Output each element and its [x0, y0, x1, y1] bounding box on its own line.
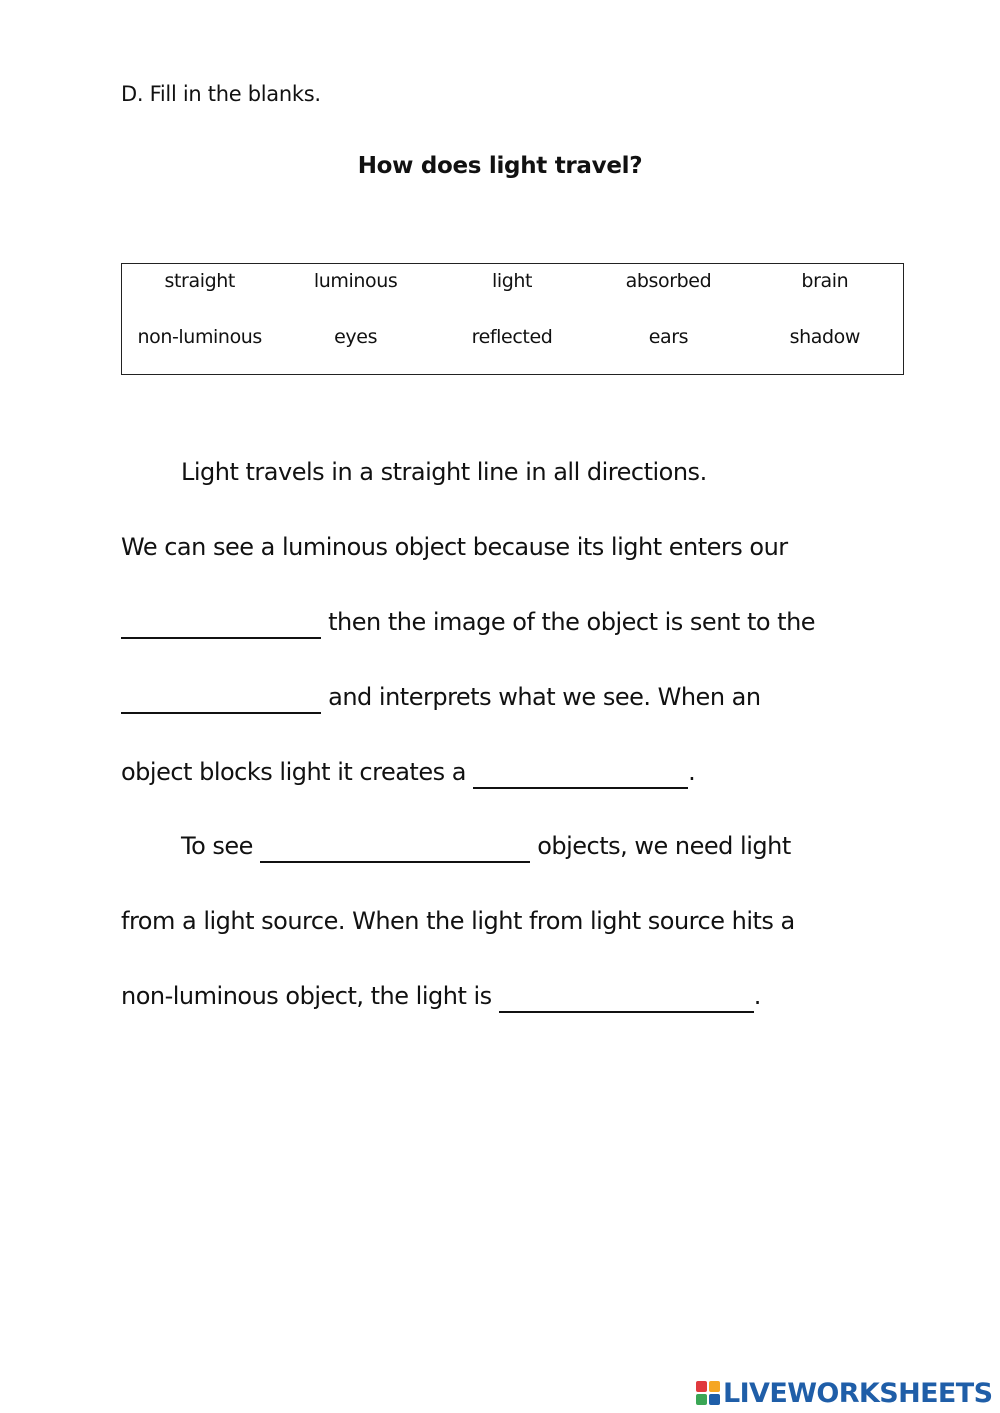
- logo-square: [696, 1394, 707, 1405]
- liveworksheets-logo: [696, 1376, 992, 1410]
- paragraph-line-2: We can see a luminous object because its light enters our: [121, 533, 788, 561]
- paragraph-line-6: [181, 830, 791, 863]
- blank-input-shadow[interactable]: [473, 765, 688, 789]
- blank-input-eyes[interactable]: [121, 615, 321, 639]
- instruction-text: D. Fill in the blanks.: [121, 82, 321, 106]
- paragraph-line-3: [121, 606, 815, 639]
- word-bank-word: luminous: [313, 270, 398, 292]
- logo-square: [709, 1394, 720, 1405]
- logo-text: LIVEWORKSHEETS: [723, 1377, 993, 1409]
- blank-input-reflected[interactable]: [499, 989, 754, 1013]
- word-bank-box: [121, 263, 904, 375]
- logo-squares-icon: [696, 1381, 720, 1405]
- paragraph-text: and interprets what we see. When an: [321, 683, 761, 711]
- paragraph-text: object blocks light it creates a: [121, 758, 474, 786]
- word-bank-word: absorbed: [625, 270, 712, 292]
- worksheet-title: How does light travel?: [357, 153, 643, 179]
- word-bank-word: ears: [648, 326, 689, 348]
- word-bank-word: reflected: [471, 326, 553, 348]
- logo-square: [709, 1381, 720, 1392]
- paragraph-text: non-luminous object, the light is: [121, 982, 499, 1010]
- paragraph-text: then the image of the object is sent to the: [321, 608, 816, 636]
- paragraph-text: .: [753, 982, 761, 1010]
- blank-input-brain[interactable]: [121, 690, 321, 714]
- word-bank-word: straight: [164, 270, 235, 292]
- paragraph-line-8: [121, 980, 761, 1013]
- paragraph-text: objects, we need light: [530, 832, 791, 860]
- word-bank-word: shadow: [789, 326, 861, 348]
- paragraph-text: To see: [181, 832, 261, 860]
- paragraph-line-7: from a light source. When the light from light source hits a: [121, 907, 795, 935]
- word-bank-row-2: [122, 322, 903, 352]
- paragraph-line-1: Light travels in a straight line in all directions.: [181, 458, 707, 486]
- word-bank-word: eyes: [334, 326, 378, 348]
- paragraph-text: .: [688, 758, 696, 786]
- word-bank-word: light: [491, 270, 533, 292]
- word-bank-row-1: [122, 266, 903, 296]
- logo-square: [696, 1381, 707, 1392]
- paragraph-line-4: [121, 681, 761, 714]
- word-bank-word: non-luminous: [137, 326, 262, 348]
- blank-input-nonluminous[interactable]: [260, 839, 530, 863]
- paragraph-line-5: [121, 756, 695, 789]
- word-bank-word: brain: [801, 270, 849, 292]
